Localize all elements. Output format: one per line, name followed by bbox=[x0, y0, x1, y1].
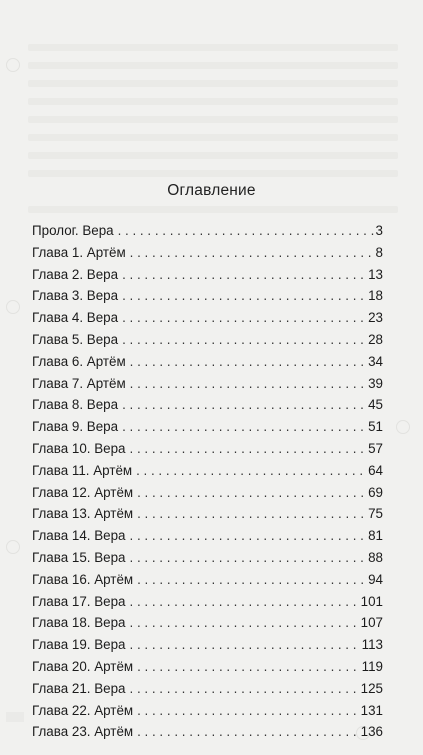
toc-entry-page-number: 94 bbox=[368, 571, 383, 587]
toc-entry-label: Глава 9. Вера bbox=[32, 419, 119, 435]
toc-entry bbox=[32, 310, 383, 332]
toc-entry-page-number: 3 bbox=[375, 223, 383, 238]
toc-entry bbox=[32, 550, 383, 572]
toc-entry-label: Глава 8. Вера bbox=[32, 397, 119, 413]
toc-entry-label: Глава 4. Вера bbox=[32, 310, 119, 326]
toc-entry-label: Глава 2. Вера bbox=[32, 266, 119, 282]
toc-leader-dots bbox=[130, 615, 359, 630]
toc-entry bbox=[32, 637, 383, 659]
toc-entry-label: Глава 15. Вера bbox=[32, 549, 126, 565]
toc-entry-page-number: 13 bbox=[368, 266, 383, 282]
toc-leader-dots bbox=[137, 572, 366, 587]
toc-entry-page-number: 75 bbox=[368, 506, 383, 522]
toc-entry-label: Глава 14. Вера bbox=[32, 528, 126, 544]
toc-entry-label: Глава 23. Артём bbox=[32, 724, 134, 740]
toc-entry-label: Глава 13. Артём bbox=[32, 506, 134, 522]
toc-entry bbox=[32, 267, 383, 289]
toc-entry-page-number: 34 bbox=[368, 353, 383, 369]
toc-title: Оглавление bbox=[167, 182, 256, 199]
toc-leader-dots bbox=[130, 550, 367, 565]
toc-entry bbox=[32, 376, 383, 398]
toc-leader-dots bbox=[122, 332, 366, 347]
toc-entry-label: Глава 18. Вера bbox=[32, 615, 126, 631]
toc-entry bbox=[32, 419, 383, 441]
toc-entry-page-number: 131 bbox=[360, 702, 383, 718]
toc-entry-label: Глава 20. Артём bbox=[32, 658, 134, 674]
toc-entry bbox=[32, 332, 383, 354]
toc-leader-dots bbox=[137, 506, 366, 521]
toc-leader-dots bbox=[137, 724, 359, 739]
toc-entry-label: Глава 12. Артём bbox=[32, 484, 134, 500]
toc-entry bbox=[32, 615, 383, 637]
toc-entry bbox=[32, 506, 383, 528]
toc-entry bbox=[32, 724, 383, 746]
toc-leader-dots bbox=[122, 288, 366, 303]
toc-entry-page-number: 64 bbox=[368, 462, 383, 478]
toc-entry-page-number: 119 bbox=[361, 658, 383, 674]
toc-leader-dots bbox=[130, 376, 366, 391]
toc-entry-label: Глава 16. Артём bbox=[32, 571, 134, 587]
toc-entry-page-number: 23 bbox=[368, 310, 383, 326]
toc-list bbox=[32, 223, 383, 746]
toc-entry-label: Глава 19. Вера bbox=[32, 637, 126, 653]
toc-entry bbox=[32, 245, 383, 267]
toc-entry-page-number: 136 bbox=[360, 724, 383, 740]
toc-entry bbox=[32, 572, 383, 594]
toc-entry-page-number: 88 bbox=[368, 549, 383, 565]
toc-entry bbox=[32, 463, 383, 485]
toc-entry bbox=[32, 354, 383, 376]
toc-leader-dots bbox=[118, 223, 374, 238]
toc-entry bbox=[32, 703, 383, 725]
toc-entry-label: Глава 1. Артём bbox=[32, 244, 126, 260]
toc-entry-page-number: 18 bbox=[368, 288, 383, 304]
toc-entry bbox=[32, 288, 383, 310]
toc-leader-dots bbox=[122, 267, 366, 282]
toc-entry-label: Глава 10. Вера bbox=[32, 440, 126, 456]
toc-leader-dots bbox=[122, 397, 366, 412]
toc-leader-dots bbox=[122, 419, 366, 434]
toc-entry-page-number: 39 bbox=[368, 375, 383, 391]
toc-entry-label: Глава 3. Вера bbox=[32, 288, 119, 304]
toc-entry-label: Глава 7. Артём bbox=[32, 375, 126, 391]
toc-entry-page-number: 8 bbox=[375, 244, 383, 260]
toc-leader-dots bbox=[130, 681, 359, 696]
toc-entry-page-number: 45 bbox=[368, 397, 383, 413]
toc-leader-dots bbox=[130, 245, 374, 260]
toc-entry-page-number: 125 bbox=[360, 680, 383, 696]
toc-entry-page-number: 101 bbox=[360, 593, 383, 609]
toc-leader-dots bbox=[137, 659, 360, 674]
toc-entry bbox=[32, 485, 383, 507]
toc-entry bbox=[32, 441, 383, 463]
toc-entry-page-number: 107 bbox=[360, 615, 383, 631]
toc-leader-dots bbox=[122, 310, 366, 325]
toc-leader-dots bbox=[137, 703, 359, 718]
toc-entry-page-number: 28 bbox=[368, 331, 383, 347]
toc-entry-label: Глава 21. Вера bbox=[32, 680, 126, 696]
toc-leader-dots bbox=[130, 354, 366, 369]
toc-entry-page-number: 57 bbox=[368, 440, 383, 456]
toc-entry bbox=[32, 594, 383, 616]
toc-leader-dots bbox=[130, 594, 359, 609]
toc-entry-page-number: 69 bbox=[368, 484, 383, 500]
toc-entry-label: Глава 11. Артём bbox=[32, 462, 133, 478]
toc-entry bbox=[32, 223, 383, 245]
toc-leader-dots bbox=[130, 637, 360, 652]
toc-leader-dots bbox=[136, 463, 366, 478]
toc-entry-label: Глава 17. Вера bbox=[32, 593, 126, 609]
toc-entry-label: Глава 6. Артём bbox=[32, 353, 126, 369]
toc-entry-label: Глава 5. Вера bbox=[32, 331, 119, 347]
toc-entry bbox=[32, 528, 383, 550]
toc-entry-label: Глава 22. Артём bbox=[32, 702, 134, 718]
toc-entry-label: Пролог. Вера bbox=[32, 223, 114, 238]
toc-entry bbox=[32, 659, 383, 681]
toc-entry-page-number: 113 bbox=[361, 637, 383, 653]
toc-leader-dots bbox=[130, 441, 367, 456]
toc-entry-page-number: 51 bbox=[368, 419, 383, 435]
toc-entry bbox=[32, 397, 383, 419]
toc-entry-page-number: 81 bbox=[368, 528, 383, 544]
toc-leader-dots bbox=[137, 485, 366, 500]
toc-leader-dots bbox=[130, 528, 367, 543]
toc-entry bbox=[32, 681, 383, 703]
